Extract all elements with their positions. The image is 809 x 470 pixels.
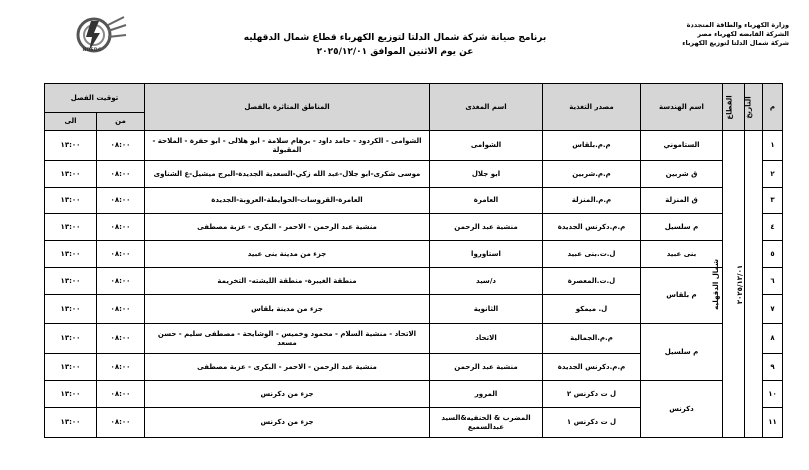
feeder-cell: استاوروا [430, 241, 543, 268]
table-row [45, 161, 783, 188]
engineering-cell: دكرنس [641, 381, 723, 438]
engineering-cell: ق شربين [641, 161, 723, 188]
to-cell: ١٣:٠٠ [45, 241, 97, 268]
header-sector: القطاع [723, 84, 745, 131]
source-cell: م.م.دكرنس الجديدة [543, 354, 641, 381]
company-name: شركة شمال الدلتا لتوزيع الكهرباء [682, 39, 789, 47]
row-num: ١ [763, 131, 783, 161]
areas-cell: جزء من دكرنس [145, 381, 430, 408]
feeder-cell: الاتحاد [430, 324, 543, 354]
from-cell: ٠٨:٠٠ [97, 324, 145, 354]
areas-cell: جزء من مدينة بلقاس [145, 295, 430, 324]
to-cell: ١٣:٠٠ [45, 188, 97, 214]
table-row [45, 324, 783, 354]
row-num: ٦ [763, 268, 783, 295]
areas-cell: منشية عبد الرحمن - الاحمر - البكرى - عزبة مصطفى [145, 354, 430, 381]
header-timing: توقيت الفصل [45, 84, 145, 113]
areas-cell: الشوامى - الكردود - حامد داود - برهام سلامة - ابو هلالى - ابو حفرة - الملاحة - المقبولة [145, 131, 430, 161]
maintenance-table [44, 83, 783, 438]
from-cell: ٠٨:٠٠ [97, 268, 145, 295]
from-cell: ٠٨:٠٠ [97, 188, 145, 214]
source-cell: ل ت دكرنس ٢ [543, 381, 641, 408]
to-cell: ١٣:٠٠ [45, 131, 97, 161]
feeder-cell: منشية عبد الرحمن [430, 354, 543, 381]
engineering-cell: م سلسيل [641, 324, 723, 381]
sector-cell: شمال الدقهليه [723, 131, 745, 438]
logo-caption: NDEDC [82, 48, 102, 53]
feeder-cell: د/سيد [430, 268, 543, 295]
engineering-cell: بنى عبيد [641, 241, 723, 268]
table-row [45, 268, 783, 295]
header-source: مصدر التغذية [543, 84, 641, 131]
to-cell: ١٣:٠٠ [45, 324, 97, 354]
row-num: ١٠ [763, 381, 783, 408]
organization-header [599, 21, 789, 48]
header-from: من [97, 113, 145, 131]
areas-cell: جزء من مدينة بنى عبيد [145, 241, 430, 268]
source-cell: ل ت دكرنس ١ [543, 408, 641, 438]
to-cell: ١٣:٠٠ [45, 268, 97, 295]
header-to: الى [45, 113, 97, 131]
source-cell: م.م.الجمالية [543, 324, 641, 354]
to-cell: ١٣:٠٠ [45, 214, 97, 241]
table-row [45, 214, 783, 241]
engineering-cell: م سلسيل [641, 214, 723, 241]
from-cell: ٠٨:٠٠ [97, 161, 145, 188]
header-areas: المناطق المتاثرة بالفصل [145, 84, 430, 131]
from-cell: ٠٨:٠٠ [97, 354, 145, 381]
row-num: ٩ [763, 354, 783, 381]
engineering-cell: الستاموني [641, 131, 723, 161]
source-cell: م.م.المنزلة [543, 188, 641, 214]
page-subtitle: عن يوم الاثنين الموافق ٢٠٢٥/١٢/٠١ [316, 47, 474, 57]
holding-company-name: الشركة القابضه لكهرباء مصر [697, 30, 789, 38]
source-cell: ل.ت.المعصرة [543, 268, 641, 295]
page-title: برنامج صيانة شركة شمال الدلتا لتوزيع الكهرباء قطاع شمال الدقهليه [243, 33, 547, 43]
engineering-cell: ق المنزلة [641, 188, 723, 214]
to-cell: ١٣:٠٠ [45, 161, 97, 188]
to-cell: ١٣:٠٠ [45, 408, 97, 438]
header-engineering: اسم الهندسة [641, 84, 723, 131]
source-cell: م.م.بلقاس [543, 131, 641, 161]
header-date: التاريخ [745, 84, 763, 131]
from-cell: ٠٨:٠٠ [97, 214, 145, 241]
feeder-cell: ابو جلال [430, 161, 543, 188]
table-row [45, 381, 783, 408]
source-cell: م.م.شربين [543, 161, 641, 188]
row-num: ٧ [763, 295, 783, 324]
company-logo-icon [64, 13, 128, 61]
areas-cell: العامرة-القروسات-الحوايطة-العروبة-الجديدة [145, 188, 430, 214]
from-cell: ٠٨:٠٠ [97, 381, 145, 408]
to-cell: ١٣:٠٠ [45, 295, 97, 324]
areas-cell: الاتحاد - منشية السلام - محمود وخميس - الوشايحة - مصطفى سليم - حسن مسعد [145, 324, 430, 354]
from-cell: ٠٨:٠٠ [97, 408, 145, 438]
feeder-cell: منشية عبد الرحمن [430, 214, 543, 241]
from-cell: ٠٨:٠٠ [97, 241, 145, 268]
row-num: ٤ [763, 214, 783, 241]
to-cell: ١٣:٠٠ [45, 381, 97, 408]
row-num: ١١ [763, 408, 783, 438]
date-cell: ٢٠٢٥/١٢/٠١ [745, 131, 763, 438]
table-row [45, 188, 783, 214]
to-cell: ١٣:٠٠ [45, 354, 97, 381]
feeder-cell: الثانوية [430, 295, 543, 324]
header-num: م [763, 84, 783, 131]
ministry-name: وزارة الكهرباء والطاقة المتجددة [686, 21, 789, 29]
header-feeder: اسم المغذى [430, 84, 543, 131]
areas-cell: جزء من دكرنس [145, 408, 430, 438]
row-num: ٣ [763, 188, 783, 214]
table-row [45, 241, 783, 268]
row-num: ٢ [763, 161, 783, 188]
feeder-cell: العامرة [430, 188, 543, 214]
engineering-cell: م بلقاس [641, 268, 723, 324]
row-num: ٨ [763, 324, 783, 354]
feeder-cell: المضرب & الحنفيه&السيد عبدالسميع [430, 408, 543, 438]
source-cell: ل.ت.بنى عبيد [543, 241, 641, 268]
from-cell: ٠٨:٠٠ [97, 131, 145, 161]
feeder-cell: الشوامى [430, 131, 543, 161]
areas-cell: موسى شكرى-ابو جلال-عبد الله زكي-السعدية الجديدة-البرج ميشيل-ع الشناوى [145, 161, 430, 188]
row-num: ٥ [763, 241, 783, 268]
source-cell: ل. ميمكو [543, 295, 641, 324]
areas-cell: منطقة الغيبرة- منطقة الليشته- التخريمة [145, 268, 430, 295]
areas-cell: منشية عبد الرحمن - الاحمر - البكرى - عزبة مصطفى [145, 214, 430, 241]
source-cell: م.م.دكرنس الجديدة [543, 214, 641, 241]
from-cell: ٠٨:٠٠ [97, 295, 145, 324]
table-row [45, 131, 783, 161]
feeder-cell: المرور [430, 381, 543, 408]
